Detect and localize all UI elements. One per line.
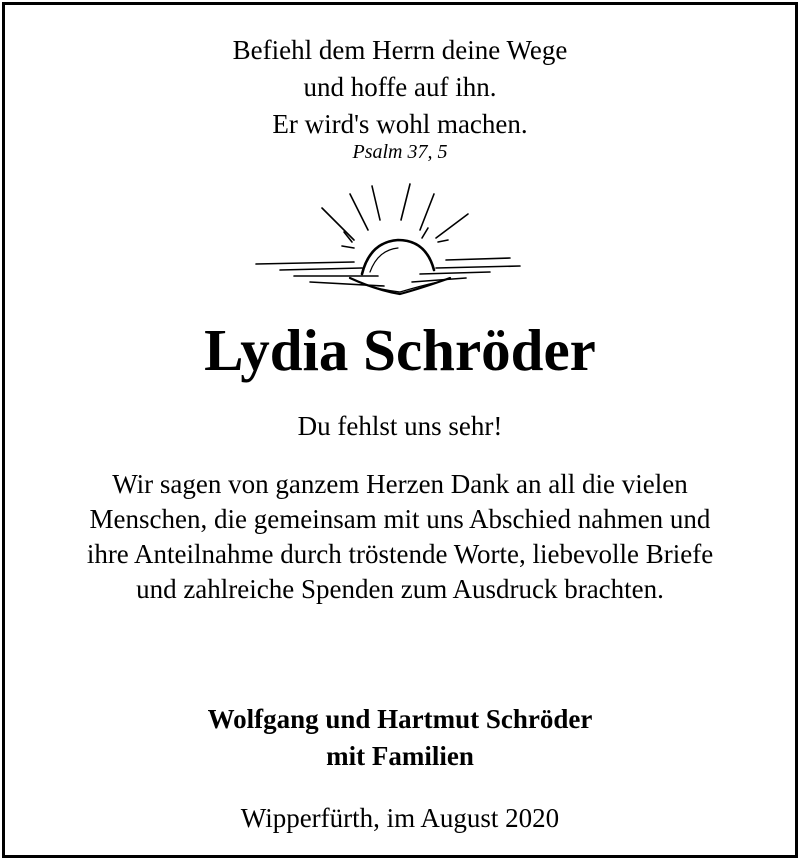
thanks-line: Menschen, die gemeinsam mit uns Abschied nahmen und: [89, 504, 711, 534]
verse-line: und hoffe auf ihn.: [303, 72, 497, 102]
thanks-line: Wir sagen von ganzem Herzen Dank an all die vielen: [112, 469, 688, 499]
thanks-line: ihre Anteilnahme durch tröstende Worte, liebevolle Briefe: [86, 539, 714, 569]
thanks-line: und zahlreiche Spenden zum Ausdruck brachten.: [136, 574, 664, 604]
subtitle: Du fehlst uns sehr!: [297, 411, 503, 441]
deceased-name: Lydia Schröder: [204, 317, 596, 383]
rising-sun-icon: [250, 178, 550, 296]
verse-line: Befiehl dem Herrn deine Wege: [232, 35, 568, 65]
signer-line: Wolfgang und Hartmut Schröder: [207, 704, 593, 734]
bible-verse: [0, 32, 800, 143]
verse-reference: Psalm 37, 5: [352, 141, 448, 163]
signer-line: mit Familien: [326, 741, 474, 771]
place-date: Wipperfürth, im August 2020: [240, 803, 560, 833]
thanks-text: [0, 467, 800, 607]
signers: [0, 701, 800, 775]
verse-line: Er wird's wohl machen.: [272, 109, 528, 139]
